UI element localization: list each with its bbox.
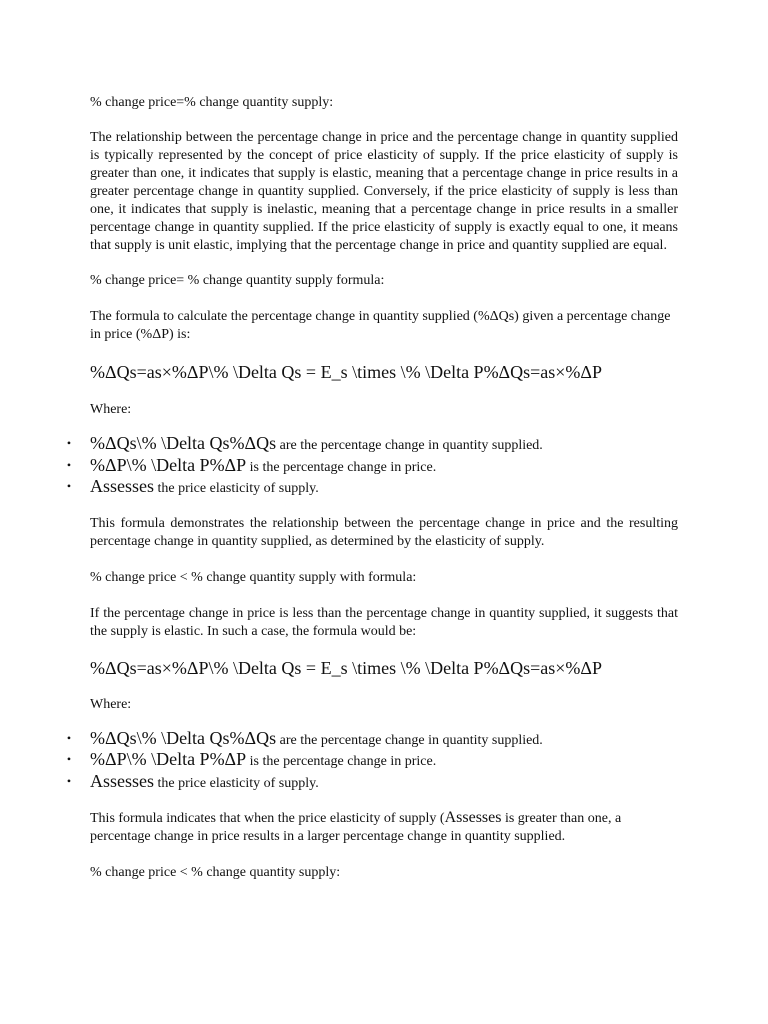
term-symbol: %ΔQs\% \Delta Qs%ΔQs xyxy=(90,433,277,453)
term-description: the price elasticity of supply. xyxy=(157,481,319,496)
variable-definitions-list xyxy=(66,728,654,793)
paragraph-elastic-case: If the percentage change in price is less than the percentage change in quantity supplied, it suggests that the supply is elastic. In such a case, the formula would be: xyxy=(90,605,678,639)
term-symbol: %ΔP\% \Delta P%ΔP xyxy=(90,454,247,475)
list-item xyxy=(66,728,654,750)
formula-quantity-supplied-elastic: %ΔQs=as×%ΔP\% \Delta Qs = E_s \times \% \Delta P%ΔQs=as×%ΔP xyxy=(90,657,603,678)
term-symbol: Assesses xyxy=(90,770,155,791)
list-item xyxy=(66,771,654,793)
term-symbol: %ΔP\% \Delta P%ΔP xyxy=(90,749,247,769)
term-description: are the percentage change in quantity supplied. xyxy=(279,732,543,748)
bullet-icon: • xyxy=(66,479,72,493)
conclusion-term: Assesses xyxy=(444,809,502,826)
term-description: is the percentage change in price. xyxy=(249,459,437,475)
paragraph-formula-explanation: This formula demonstrates the relationship between the percentage change in price and the resulting percentage change in quantity supplied, as determined by the elasticity of supply. xyxy=(90,515,678,549)
where-label: Where: xyxy=(90,696,132,712)
document-body xyxy=(66,94,678,882)
list-item xyxy=(66,476,654,498)
list-item xyxy=(66,433,654,455)
bullet-icon: • xyxy=(66,730,72,745)
bullet-icon: • xyxy=(66,436,72,450)
paragraph-formula-intro: The formula to calculate the percentage change in quantity supplied (%ΔQs) given a percentage change in price (%ΔP) is: xyxy=(90,309,671,342)
conclusion-suffix: is greater than one, a percentage change in price results in a larger percentage change in quantity supplied. xyxy=(90,811,622,844)
conclusion-prefix: This formula indicates that when the price elasticity of supply ( xyxy=(90,811,445,826)
list-item xyxy=(66,455,654,477)
formula-quantity-supplied: %ΔQs=as×%ΔP\% \Delta Qs = E_s \times \% \Delta P%ΔQs=as×%ΔP xyxy=(90,362,603,382)
section-heading-less-than-formula: % change price < % change quantity supply with formula: xyxy=(90,569,417,585)
bullet-icon: • xyxy=(66,773,72,788)
variable-definitions-list xyxy=(66,433,654,498)
term-description: the price elasticity of supply. xyxy=(157,775,319,791)
term-symbol: Assesses xyxy=(90,476,155,496)
paragraph-elasticity-conclusion xyxy=(90,809,678,846)
term-description: is the percentage change in price. xyxy=(249,754,437,769)
where-label: Where: xyxy=(90,402,132,417)
bullet-icon: • xyxy=(66,752,72,766)
term-description: are the percentage change in quantity supplied. xyxy=(279,438,543,453)
paragraph-elasticity-overview: The relationship between the percentage change in price and the percentage change in quantity supplied is typically represented by the concept of price elasticity of supply. If the price elasticity of supply is greater than one, it indicates that supply is elastic, meaning that a percentage change in price results in a greater percentage change in quantity supplied. Conversely, if the price elasticity of supply is less than one, it indicates that supply is inelastic, meaning that a percentage change in price results in a smaller percentage change in quantity supplied. If the price elasticity of supply is exactly equal to one, it means that supply is unit elastic, implying that the percentage change in price and quantity supplied are equal. xyxy=(90,130,678,253)
list-item xyxy=(66,749,654,771)
bullet-icon: • xyxy=(66,457,72,472)
section-heading-equal: % change price=% change quantity supply: xyxy=(90,95,334,110)
section-heading-less-than: % change price < % change quantity supply: xyxy=(90,865,341,880)
section-heading-formula: % change price= % change quantity supply formula: xyxy=(90,273,385,288)
term-symbol: %ΔQs\% \Delta Qs%ΔQs xyxy=(90,727,277,748)
